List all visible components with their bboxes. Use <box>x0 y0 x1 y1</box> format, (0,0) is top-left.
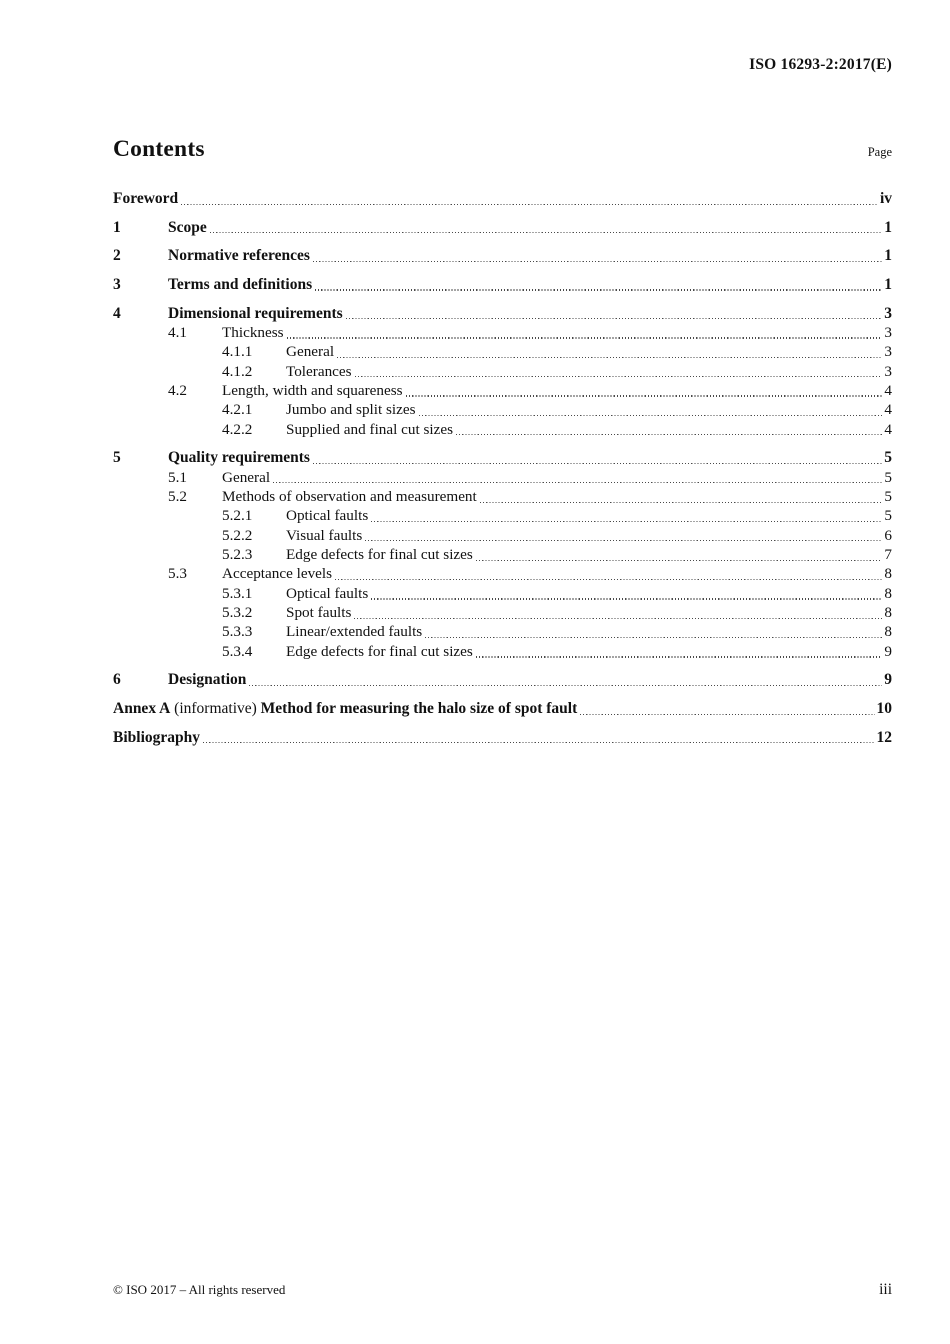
toc-entry-title-part: Acceptance levels <box>222 565 333 583</box>
toc-entry-number: 5.2.2 <box>222 526 253 544</box>
toc-entry[interactable] <box>113 362 892 381</box>
dot-leader <box>249 685 882 686</box>
toc-entry-page-number: 9 <box>884 642 892 660</box>
toc-entry-title <box>113 189 178 208</box>
toc-entry-title-part: Methods of observation and measurement <box>222 487 477 505</box>
toc-entry-title <box>286 622 422 641</box>
toc-entry-number: 3 <box>113 275 121 293</box>
toc-entry-number: 6 <box>113 671 121 689</box>
toc-entry-title <box>286 526 362 545</box>
toc-entry-title-part: Edge defects for final cut sizes <box>286 642 473 660</box>
toc-entry-title <box>222 487 477 506</box>
toc-entry-page-number: 8 <box>884 584 892 602</box>
toc-entry[interactable] <box>113 699 892 718</box>
toc-entry-title-part: Quality requirements <box>168 449 310 467</box>
dot-leader <box>181 204 878 205</box>
dot-leader <box>354 618 882 619</box>
page-title: Contents <box>113 136 205 162</box>
toc-entry-page-number: 9 <box>884 671 892 689</box>
toc-entry-title-part: Bibliography <box>113 728 200 746</box>
toc-entry[interactable] <box>113 584 892 603</box>
toc-entry-title <box>168 670 246 689</box>
toc-entry-title-part: Annex A <box>113 699 171 717</box>
toc-entry-title-part: Length, width and squareness <box>222 381 403 399</box>
toc-entry[interactable] <box>113 448 892 467</box>
toc-entry-title-part: (informative) <box>170 699 261 717</box>
toc-entry[interactable] <box>113 381 892 400</box>
toc-entry-title-part: Edge defects for final cut sizes <box>286 545 473 563</box>
dot-leader <box>425 637 882 638</box>
toc-entry-page-number: 5 <box>884 449 892 467</box>
toc-entry[interactable] <box>113 420 892 439</box>
toc-entry[interactable] <box>113 189 892 208</box>
toc-entry-title-part: Linear/extended faults <box>286 623 423 641</box>
toc-entry-page-number: 3 <box>884 304 892 322</box>
toc-entry-title <box>222 468 270 487</box>
toc-entry-number: 2 <box>113 247 121 265</box>
toc-entry[interactable] <box>113 603 892 622</box>
folio-page-number: iii <box>879 1281 892 1298</box>
toc-entry-title <box>222 381 403 400</box>
toc-entry[interactable] <box>113 642 892 661</box>
dot-leader <box>287 337 883 338</box>
dot-leader <box>371 598 882 599</box>
toc-entry-title <box>286 420 453 439</box>
dot-leader <box>355 376 883 377</box>
dot-leader <box>371 521 882 522</box>
toc-entry-page-number: 1 <box>884 247 892 265</box>
toc-entry-title <box>168 275 312 294</box>
toc-entry-title <box>168 246 310 265</box>
toc-entry-page-number: 12 <box>876 728 892 746</box>
dot-leader <box>419 415 883 416</box>
toc-entry-title-part: Optical faults <box>286 507 369 525</box>
toc-entry-number: 5 <box>113 449 121 467</box>
toc-entry-number: 4.1 <box>168 323 187 341</box>
toc-entry-title <box>113 728 200 747</box>
toc-entry-title <box>286 400 416 419</box>
toc-entry-number: 4 <box>113 304 121 322</box>
toc-entry[interactable] <box>113 246 892 265</box>
dot-leader <box>476 656 883 657</box>
page-footer <box>113 1281 892 1299</box>
document-header <box>113 0 892 74</box>
toc-entry-number: 5.3 <box>168 565 187 583</box>
toc-entry[interactable] <box>113 218 892 237</box>
toc-entry-number: 5.2.1 <box>222 507 253 525</box>
dot-leader <box>203 742 875 743</box>
toc-entry-page-number: 5 <box>884 507 892 525</box>
toc-entry-page-number: 4 <box>884 401 892 419</box>
toc-entry-title-part: Terms and definitions <box>168 275 313 293</box>
dot-leader <box>406 395 883 396</box>
toc-entry-title-part: Dimensional requirements <box>168 304 343 322</box>
toc-entry-title <box>286 362 352 381</box>
toc-entry-title <box>286 545 473 564</box>
toc-entry-page-number: iv <box>879 190 892 207</box>
toc-entry[interactable] <box>113 304 892 323</box>
toc-entry-title-part: General <box>222 468 271 486</box>
dot-leader <box>580 714 874 715</box>
toc-entry-title-part: Foreword <box>113 190 179 207</box>
toc-entry-title-part: Tolerances <box>286 362 352 380</box>
dot-leader <box>365 540 882 541</box>
toc-entry-title-part: Optical faults <box>286 584 369 602</box>
toc-entry-page-number: 4 <box>884 420 892 438</box>
toc-entry-page-number: 5 <box>884 468 892 486</box>
toc-entry[interactable] <box>113 545 892 564</box>
toc-entry-title <box>286 603 351 622</box>
toc-entry-page-number: 1 <box>884 275 892 293</box>
dot-leader <box>456 434 882 435</box>
toc-entry-page-number: 7 <box>884 545 892 563</box>
document-code: ISO 16293-2:2017(E) <box>749 56 892 73</box>
toc-entry-title-part: Spot faults <box>286 604 352 622</box>
dot-leader <box>476 560 883 561</box>
toc-entry-number: 4.2.2 <box>222 420 253 438</box>
toc-entry-page-number: 3 <box>884 343 892 361</box>
toc-list <box>113 189 892 747</box>
toc-entry-page-number: 3 <box>884 362 892 380</box>
dot-leader <box>210 232 883 233</box>
toc-entry[interactable] <box>113 342 892 361</box>
toc-entry-page-number: 4 <box>884 381 892 399</box>
toc-entry-title <box>286 342 334 361</box>
toc-entry[interactable] <box>113 526 892 545</box>
toc-entry[interactable] <box>113 622 892 641</box>
page-column-label: Page <box>867 145 892 159</box>
toc-entry[interactable] <box>113 275 892 294</box>
toc-entry-number: 5.3.1 <box>222 584 253 602</box>
dot-leader <box>337 357 882 358</box>
toc-entry[interactable] <box>113 564 892 583</box>
toc-entry-page-number: 8 <box>884 604 892 622</box>
toc-entry-number: 5.1 <box>168 468 187 486</box>
toc-entry-title-part: Method for measuring the halo size of spot fault <box>260 699 578 717</box>
toc-entry-title-part: Normative references <box>168 247 310 265</box>
dot-leader <box>480 502 883 503</box>
dot-leader <box>346 318 883 319</box>
toc-entry-title-part: Supplied and final cut sizes <box>286 420 454 438</box>
toc-entry-title-part: Scope <box>168 218 207 236</box>
toc-entry-number: 5.3.3 <box>222 623 253 641</box>
toc-entry-title <box>113 699 577 718</box>
toc-entry[interactable] <box>113 487 892 506</box>
toc-entry-page-number: 1 <box>884 218 892 236</box>
dot-leader <box>315 289 882 290</box>
toc-entry-number: 5.3.4 <box>222 642 253 660</box>
toc-entry-title <box>222 323 284 342</box>
toc-entry-number: 1 <box>113 218 121 236</box>
dot-leader <box>273 482 882 483</box>
toc-entry-title <box>286 506 368 525</box>
toc-entry-title-part: Designation <box>168 671 247 689</box>
toc-entry-title <box>286 642 473 661</box>
contents-heading-row <box>113 136 892 163</box>
toc-entry-title <box>168 218 207 237</box>
copyright-notice: © ISO 2017 – All rights reserved <box>113 1282 286 1297</box>
dot-leader <box>313 261 882 262</box>
toc-entry-number: 5.2.3 <box>222 545 253 563</box>
toc-entry-title <box>222 564 332 583</box>
toc-entry-title <box>286 584 368 603</box>
toc-entry-title-part: Jumbo and split sizes <box>286 401 416 419</box>
toc-entry[interactable] <box>113 468 892 487</box>
toc-entry[interactable] <box>113 728 892 747</box>
toc-entry-page-number: 6 <box>884 526 892 544</box>
toc-entry[interactable] <box>113 400 892 419</box>
toc-entry-title-part: Thickness <box>222 323 284 341</box>
toc-entry-number: 4.1.2 <box>222 362 253 380</box>
toc-entry-title-part: General <box>286 343 335 361</box>
toc-entry-title <box>168 304 343 323</box>
toc-entry[interactable] <box>113 323 892 342</box>
toc-entry-number: 4.2.1 <box>222 401 253 419</box>
dot-leader <box>313 463 882 464</box>
toc-entry-number: 5.3.2 <box>222 604 253 622</box>
toc-entry-page-number: 8 <box>884 623 892 641</box>
toc-entry-number: 4.2 <box>168 381 187 399</box>
toc-entry[interactable] <box>113 506 892 525</box>
toc-entry-title <box>168 448 310 467</box>
dot-leader <box>335 579 882 580</box>
toc-entry[interactable] <box>113 670 892 689</box>
toc-entry-page-number: 3 <box>884 323 892 341</box>
toc-entry-title-part: Visual faults <box>286 526 363 544</box>
toc-entry-page-number: 5 <box>884 487 892 505</box>
toc-entry-number: 4.1.1 <box>222 343 253 361</box>
toc-entry-page-number: 8 <box>884 565 892 583</box>
toc-entry-number: 5.2 <box>168 487 187 505</box>
toc-entry-page-number: 10 <box>876 699 892 717</box>
